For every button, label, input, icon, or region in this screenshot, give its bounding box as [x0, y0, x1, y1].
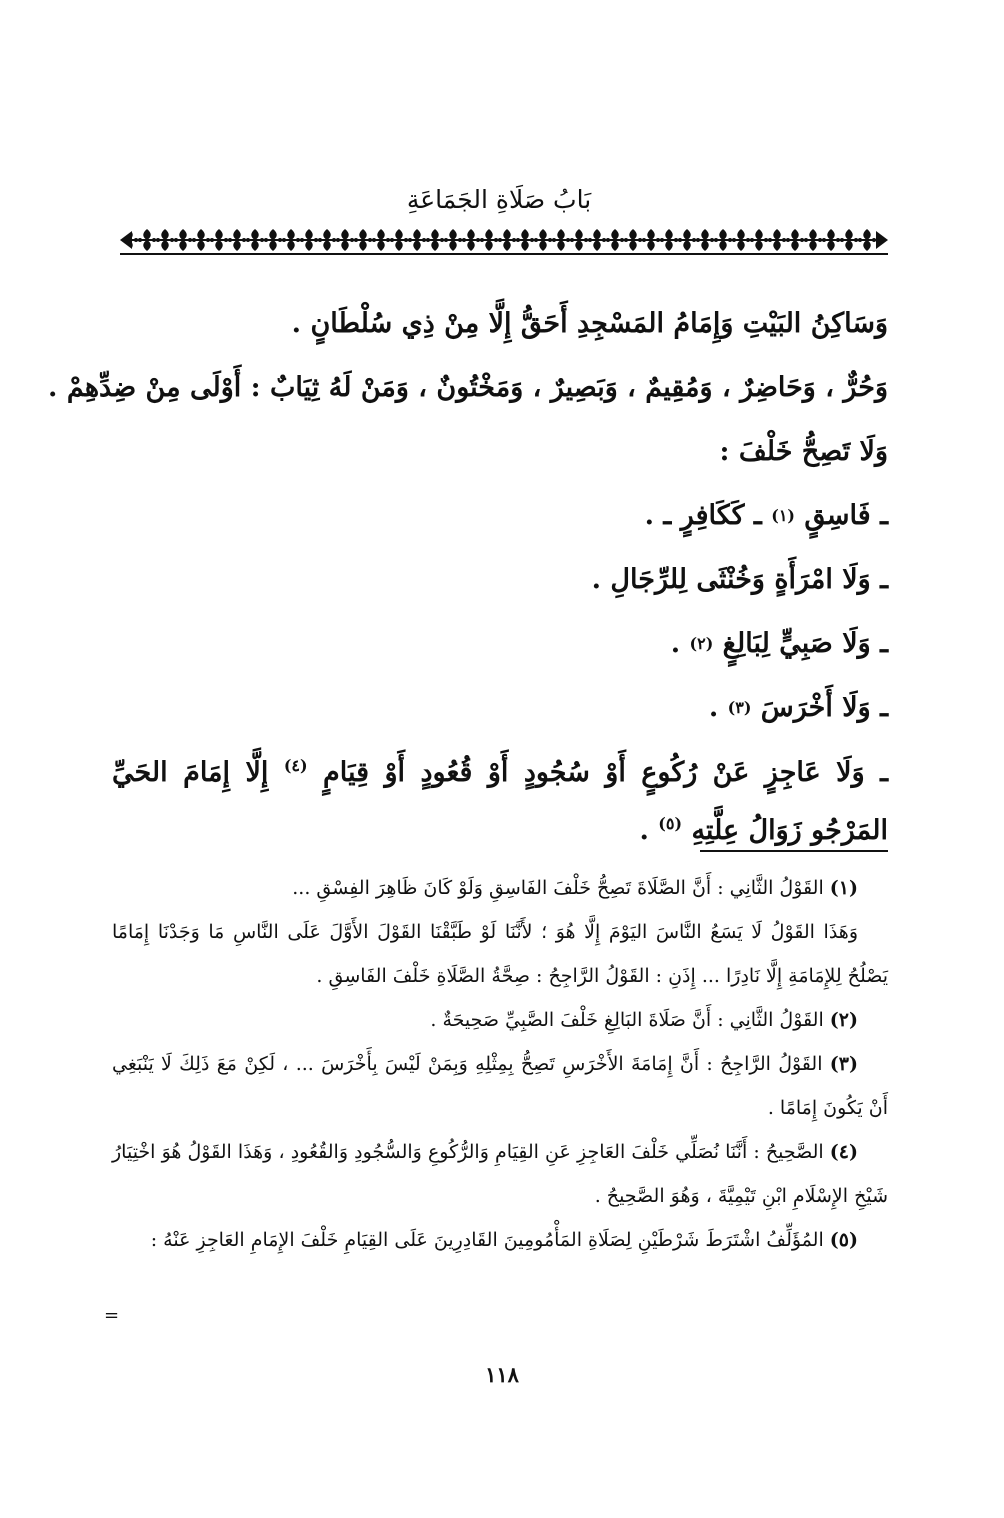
list-item: ـ وَلَا امْرَأَةٍ وَخُنْثَى لِلرِّجَالِ . [591, 564, 888, 595]
text-line: وَسَاكِنُ البَيْتِ وَإِمَامُ المَسْجِدِ أَحَقُّ إِلَّا مِنْ ذِي سُلْطَانٍ . [291, 308, 888, 339]
list-item [112, 744, 888, 860]
item-text: ـ وَلَا صَبِيٍّ لِبَالِغٍ [722, 628, 888, 659]
item-text: . [708, 692, 719, 723]
footnote [112, 1130, 888, 1218]
item-text: ـ فَاسِقٍ [804, 500, 888, 531]
footnote-number: (٣) [829, 1053, 858, 1075]
page-number: ١١٨ [485, 1362, 519, 1387]
footnote-text: الصَّحِيحُ : أَنَّنَا نُصَلِّي خَلْفَ العَاجِزِ عَنِ القِيَامِ وَالرُّكُوعِ وَالسُّجُودِ وَالقُعُودِ ، وَهَذَا القَوْلُ هُوَ اخْتِيَارُ شَيْخِ الإِسْلَامِ ابْنِ تَيْمِيَّةَ ، وَهُوَ الصَّحِيحُ . [112, 1141, 888, 1207]
ornament-pattern [120, 225, 888, 255]
footnote-separator [700, 850, 888, 852]
footnote [112, 910, 888, 998]
ornament-border [120, 225, 888, 255]
item-text: ـ وَلَا أَخْرَسَ [760, 692, 888, 723]
item-text: . [639, 815, 649, 846]
list-item: ـ وَلَا صَبِيٍّ لِبَالِغٍ (٢) . [670, 628, 888, 659]
list-item: ـ فَاسِقٍ (١) ـ كَكَافِرٍ ـ . [644, 500, 888, 531]
footnote-marker[interactable]: (٥) [658, 814, 683, 833]
item-text: إِلَّا إِمَامَ الحَيِّ المَرْجُو زَوَالُ عِلَّتِهِ [112, 757, 888, 846]
footnote-number: (١) [829, 877, 858, 899]
footnote [112, 866, 888, 910]
list-item: ـ وَلَا أَخْرَسَ (٣) . [708, 692, 888, 723]
footnote-number: (٥) [829, 1229, 858, 1251]
footnote [112, 1042, 888, 1130]
footnote-text: المُؤَلِّفُ اشْتَرَطَ شَرْطَيْنِ لِصَلَاةِ المَأْمُومِينَ القَادِرِينَ عَلَى القِيَامِ خَلْفَ الإِمَامِ العَاجِزِ عَنْهُ : [150, 1229, 824, 1251]
chapter-title: بَابُ صَلَاةِ الجَمَاعَةِ [406, 185, 592, 214]
text-line: وَلَا تَصِحُّ خَلْفَ : [719, 436, 888, 467]
footnote-text: القَوْلُ الثَّانِي : أَنَّ الصَّلَاةَ تَصِحُّ خَلْفَ الفَاسِقِ وَلَوْ كَانَ ظَاهِرَ الفِسْقِ ... [292, 877, 824, 899]
item-text: . [670, 628, 681, 659]
footnote-marker[interactable]: (٤) [283, 756, 308, 775]
footnote-number: (٤) [829, 1141, 858, 1163]
text-line: وَحُرٌّ ، وَحَاضِرٌ ، وَمُقِيمٌ ، وَبَصِيرٌ ، وَمَخْتُونٌ ، وَمَنْ لَهُ ثِيَابٌ : أَوْلَى مِنْ ضِدِّهِمْ . [48, 372, 888, 403]
footnote [112, 998, 888, 1042]
footnote-text: القَوْلُ الثَّانِي : أَنَّ صَلَاةَ البَالِغِ خَلْفَ الصَّبِيِّ صَحِيحَةٌ . [430, 1009, 824, 1031]
page-header [110, 182, 888, 218]
footnotes [112, 866, 888, 1262]
footnote-number: (٢) [829, 1009, 858, 1031]
footnote-text: القَوْلُ الرَّاجِحُ : أَنَّ إِمَامَةَ الأَخْرَسِ تَصِحُّ بِمِثْلِهِ وَبِمَنْ لَيْسَ بِأَخْرَسَ ... ، لَكِنْ مَعَ ذَلِكَ لَا يَنْبَغِي أَنْ يَكُونَ إِمَامًا . [112, 1053, 888, 1119]
footnote-text: وَهَذَا القَوْلُ لَا يَسَعُ النَّاسَ اليَوْمَ إِلَّا هُوَ ؛ لأَنَّنَا لَوْ طَبَّقْنَا القَوْلَ الأَوَّلَ عَلَى النَّاسِ مَا وَجَدْنَا إِمَامًا يَصْلُحُ لِلإِمَامَةِ إِلَّا نَادِرًا ... إِذَنِ : القَوْلُ الرَّاجِحُ : صِحَّةُ الصَّلَاةِ خَلْفَ الفَاسِقِ . [112, 921, 888, 987]
continuation-mark: = [104, 1305, 120, 1326]
item-text: ـ وَلَا عَاجِزٍ عَنْ رُكُوعٍ أَوْ سُجُودٍ أَوْ قُعُودٍ أَوْ قِيَامٍ [323, 757, 888, 788]
item-text: ـ كَكَافِرٍ ـ . [644, 500, 762, 531]
main-text [48, 292, 888, 860]
footnote [112, 1218, 888, 1262]
